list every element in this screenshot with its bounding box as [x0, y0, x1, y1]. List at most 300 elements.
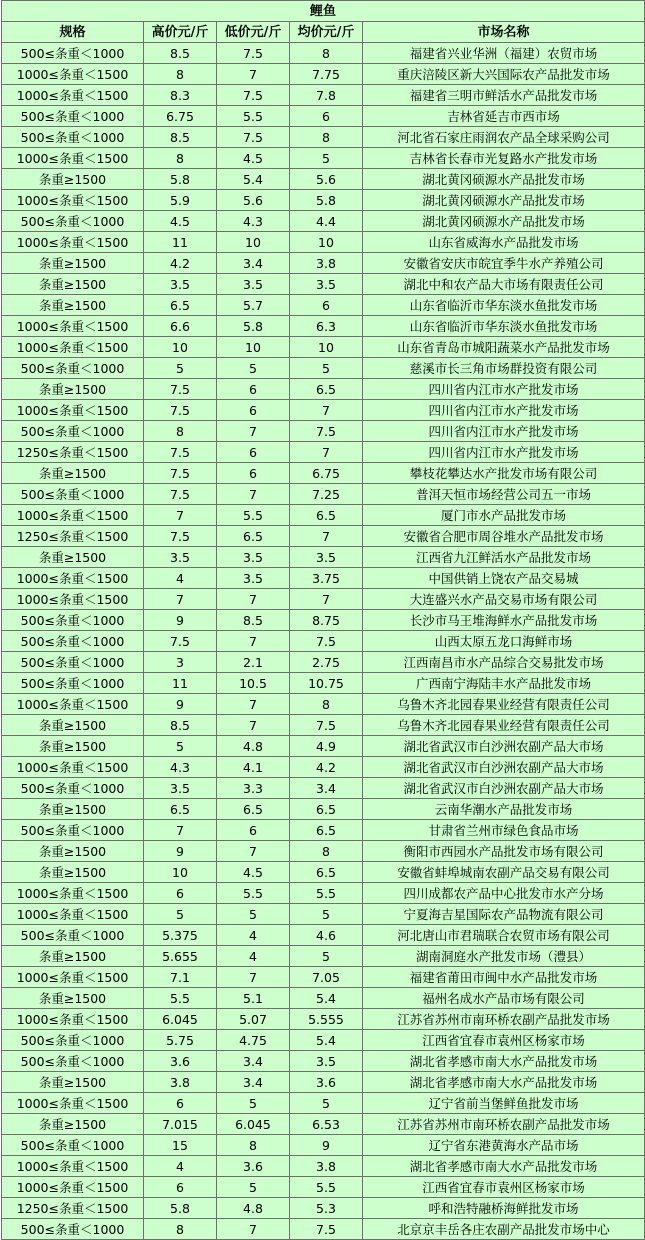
cell-high-price[interactable]: 5 [144, 736, 217, 757]
cell-low-price[interactable]: 7.5 [217, 127, 290, 148]
cell-market-name[interactable]: 四川省内江市水产批发市场 [363, 379, 645, 400]
cell-low-price[interactable]: 4 [217, 925, 290, 946]
cell-low-price[interactable]: 4.5 [217, 148, 290, 169]
cell-spec[interactable]: 500≤条重＜1000 [2, 925, 144, 946]
cell-low-price[interactable]: 3.5 [217, 547, 290, 568]
cell-high-price[interactable]: 8 [144, 421, 217, 442]
cell-low-price[interactable]: 6.5 [217, 526, 290, 547]
table-row [2, 526, 645, 547]
cell-market-name[interactable]: 中国供销上饶农产品交易城 [363, 568, 645, 589]
cell-avg-price[interactable]: 5 [290, 946, 363, 967]
cell-high-price[interactable]: 9 [144, 694, 217, 715]
cell-low-price[interactable]: 6 [217, 379, 290, 400]
cell-market-name[interactable]: 呼和浩特融桥海鲜批发市场 [363, 1198, 645, 1219]
cell-spec[interactable]: 500≤条重＜1000 [2, 610, 144, 631]
cell-high-price[interactable]: 7.1 [144, 967, 217, 988]
cell-high-price[interactable]: 4.5 [144, 211, 217, 232]
cell-high-price[interactable]: 8 [144, 64, 217, 85]
cell-spec[interactable]: 500≤条重＜1000 [2, 652, 144, 673]
cell-low-price[interactable]: 4.75 [217, 1030, 290, 1051]
cell-low-price[interactable]: 5.5 [217, 883, 290, 904]
cell-market-name[interactable]: 厦门市水产品批发市场 [363, 505, 645, 526]
cell-avg-price[interactable]: 9 [290, 1135, 363, 1156]
table-row [2, 883, 645, 904]
cell-market-name[interactable]: 江苏省苏州市南环桥农副产品批发市场 [363, 1114, 645, 1135]
cell-high-price[interactable]: 7.5 [144, 442, 217, 463]
cell-spec[interactable]: 500≤条重＜1000 [2, 1051, 144, 1072]
cell-high-price[interactable]: 7 [144, 505, 217, 526]
cell-low-price[interactable]: 5.5 [217, 106, 290, 127]
cell-avg-price[interactable]: 10 [290, 337, 363, 358]
cell-avg-price[interactable]: 6.5 [290, 820, 363, 841]
cell-high-price[interactable]: 6.045 [144, 1009, 217, 1030]
cell-avg-price[interactable]: 8 [290, 127, 363, 148]
cell-market-name[interactable]: 湖北黄冈硕源水产品批发市场 [363, 211, 645, 232]
cell-market-name[interactable]: 河北省石家庄雨润农产品全球采购公司 [363, 127, 645, 148]
cell-avg-price[interactable]: 5.3 [290, 1198, 363, 1219]
cell-market-name[interactable]: 湖北中和农产品大市场有限责任公司 [363, 274, 645, 295]
cell-low-price[interactable]: 4.5 [217, 862, 290, 883]
cell-spec[interactable]: 1000≤条重＜1500 [2, 967, 144, 988]
cell-spec[interactable]: 500≤条重＜1000 [2, 127, 144, 148]
cell-avg-price[interactable]: 7.5 [290, 421, 363, 442]
cell-low-price[interactable]: 6.5 [217, 799, 290, 820]
cell-avg-price[interactable]: 5 [290, 904, 363, 925]
cell-high-price[interactable]: 7.5 [144, 379, 217, 400]
cell-low-price[interactable]: 3.5 [217, 274, 290, 295]
cell-high-price[interactable]: 6.5 [144, 799, 217, 820]
cell-spec[interactable]: 500≤条重＜1000 [2, 358, 144, 379]
cell-high-price[interactable]: 7 [144, 589, 217, 610]
cell-spec[interactable]: 1000≤条重＜1500 [2, 148, 144, 169]
cell-avg-price[interactable]: 3.5 [290, 547, 363, 568]
table-row [2, 925, 645, 946]
cell-market-name[interactable]: 福州名成水产品市场有限公司 [363, 988, 645, 1009]
cell-market-name[interactable]: 湖北省武汉市白沙洲农副产品大市场 [363, 736, 645, 757]
cell-low-price[interactable]: 5 [217, 1093, 290, 1114]
cell-market-name[interactable]: 长沙市马王堆海鲜水产品批发市场 [363, 610, 645, 631]
cell-market-name[interactable]: 四川省内江市水产批发市场 [363, 421, 645, 442]
cell-spec[interactable]: 1000≤条重＜1500 [2, 232, 144, 253]
cell-market-name[interactable]: 江西省宜春市袁州区杨家市场 [363, 1177, 645, 1198]
cell-avg-price[interactable]: 6.5 [290, 505, 363, 526]
cell-avg-price[interactable]: 2.75 [290, 652, 363, 673]
cell-spec[interactable]: 500≤条重＜1000 [2, 43, 144, 64]
cell-high-price[interactable]: 3.8 [144, 1072, 217, 1093]
cell-market-name[interactable]: 山东省临沂市华东淡水鱼批发市场 [363, 295, 645, 316]
cell-high-price[interactable]: 7 [144, 820, 217, 841]
cell-low-price[interactable]: 7 [217, 421, 290, 442]
cell-avg-price[interactable]: 6.5 [290, 799, 363, 820]
cell-low-price[interactable]: 5 [217, 358, 290, 379]
cell-avg-price[interactable]: 5.8 [290, 190, 363, 211]
cell-low-price[interactable]: 8.5 [217, 610, 290, 631]
cell-high-price[interactable]: 3.5 [144, 547, 217, 568]
cell-spec[interactable]: 1000≤条重＜1500 [2, 85, 144, 106]
cell-low-price[interactable]: 5.07 [217, 1009, 290, 1030]
cell-low-price[interactable]: 5 [217, 904, 290, 925]
cell-avg-price[interactable]: 5.6 [290, 169, 363, 190]
cell-high-price[interactable]: 7.5 [144, 463, 217, 484]
cell-spec[interactable]: 500≤条重＜1000 [2, 778, 144, 799]
cell-spec[interactable]: 1250≤条重＜1500 [2, 442, 144, 463]
cell-spec[interactable]: 1000≤条重＜1500 [2, 883, 144, 904]
header-market-name[interactable]: 市场名称 [363, 22, 645, 43]
cell-market-name[interactable]: 湖北省孝感市南大水产品批发市场 [363, 1072, 645, 1093]
cell-spec[interactable]: 500≤条重＜1000 [2, 484, 144, 505]
cell-high-price[interactable]: 6 [144, 1177, 217, 1198]
cell-low-price[interactable]: 6.045 [217, 1114, 290, 1135]
table-row [2, 274, 645, 295]
cell-low-price[interactable]: 10.5 [217, 673, 290, 694]
cell-low-price[interactable]: 7 [217, 967, 290, 988]
cell-avg-price[interactable]: 5.5 [290, 883, 363, 904]
cell-high-price[interactable]: 4.3 [144, 757, 217, 778]
cell-spec[interactable]: 条重≥1500 [2, 841, 144, 862]
cell-spec[interactable]: 条重≥1500 [2, 946, 144, 967]
cell-high-price[interactable]: 7.015 [144, 1114, 217, 1135]
cell-high-price[interactable]: 3.5 [144, 274, 217, 295]
cell-avg-price[interactable]: 8 [290, 43, 363, 64]
cell-avg-price[interactable]: 6.75 [290, 463, 363, 484]
cell-avg-price[interactable]: 3.8 [290, 253, 363, 274]
cell-high-price[interactable]: 5.5 [144, 988, 217, 1009]
cell-avg-price[interactable]: 4.6 [290, 925, 363, 946]
cell-avg-price[interactable]: 7.8 [290, 85, 363, 106]
cell-spec[interactable]: 500≤条重＜1000 [2, 1030, 144, 1051]
cell-high-price[interactable]: 15 [144, 1135, 217, 1156]
cell-avg-price[interactable]: 6.53 [290, 1114, 363, 1135]
cell-spec[interactable]: 500≤条重＜1000 [2, 1219, 144, 1240]
cell-high-price[interactable]: 5.655 [144, 946, 217, 967]
cell-low-price[interactable]: 6 [217, 463, 290, 484]
cell-high-price[interactable]: 8 [144, 1219, 217, 1240]
cell-market-name[interactable]: 慈溪市长三角市场群投资有限公司 [363, 358, 645, 379]
cell-high-price[interactable]: 8.5 [144, 715, 217, 736]
cell-high-price[interactable]: 8.5 [144, 127, 217, 148]
cell-spec[interactable]: 条重≥1500 [2, 799, 144, 820]
cell-spec[interactable]: 1000≤条重＜1500 [2, 400, 144, 421]
cell-market-name[interactable]: 山西太原五龙口海鲜市场 [363, 631, 645, 652]
cell-market-name[interactable]: 江苏省苏州市南环桥农副产品批发市场 [363, 1009, 645, 1030]
cell-avg-price[interactable]: 3.5 [290, 1051, 363, 1072]
cell-spec[interactable]: 1250≤条重＜1500 [2, 1198, 144, 1219]
cell-market-name[interactable]: 广西南宁海陆丰水产品批发市场 [363, 673, 645, 694]
cell-low-price[interactable]: 5.1 [217, 988, 290, 1009]
cell-low-price[interactable]: 5.8 [217, 316, 290, 337]
cell-high-price[interactable]: 7.5 [144, 526, 217, 547]
cell-market-name[interactable]: 湖北黄冈硕源水产品批发市场 [363, 169, 645, 190]
cell-high-price[interactable]: 3.6 [144, 1051, 217, 1072]
cell-avg-price[interactable]: 7 [290, 400, 363, 421]
cell-low-price[interactable]: 4.1 [217, 757, 290, 778]
cell-spec[interactable]: 条重≥1500 [2, 547, 144, 568]
cell-market-name[interactable]: 湖北省武汉市白沙洲农副产品大市场 [363, 778, 645, 799]
cell-avg-price[interactable]: 7.05 [290, 967, 363, 988]
cell-avg-price[interactable]: 3.6 [290, 1072, 363, 1093]
cell-spec[interactable]: 条重≥1500 [2, 715, 144, 736]
cell-low-price[interactable]: 5.5 [217, 505, 290, 526]
table-row [2, 463, 645, 484]
header-spec[interactable]: 规格 [2, 22, 144, 43]
cell-avg-price[interactable]: 3.5 [290, 274, 363, 295]
cell-low-price[interactable]: 3.4 [217, 253, 290, 274]
cell-spec[interactable]: 1000≤条重＜1500 [2, 904, 144, 925]
cell-high-price[interactable]: 4 [144, 1156, 217, 1177]
cell-high-price[interactable]: 3.5 [144, 778, 217, 799]
cell-avg-price[interactable]: 6.5 [290, 862, 363, 883]
cell-avg-price[interactable]: 6 [290, 295, 363, 316]
cell-market-name[interactable]: 福建省兴业华洲（福建）农贸市场 [363, 43, 645, 64]
cell-low-price[interactable]: 7 [217, 841, 290, 862]
cell-low-price[interactable]: 7 [217, 1219, 290, 1240]
cell-low-price[interactable]: 4.8 [217, 1198, 290, 1219]
cell-low-price[interactable]: 6 [217, 442, 290, 463]
cell-high-price[interactable]: 8.3 [144, 85, 217, 106]
cell-market-name[interactable]: 江西南昌市水产品综合交易批发市场 [363, 652, 645, 673]
cell-market-name[interactable]: 云南华潮水产品批发市场 [363, 799, 645, 820]
cell-high-price[interactable]: 4 [144, 568, 217, 589]
cell-low-price[interactable]: 3.3 [217, 778, 290, 799]
cell-low-price[interactable]: 7 [217, 715, 290, 736]
cell-market-name[interactable]: 安徽省安庆市皖宜季牛水产养殖公司 [363, 253, 645, 274]
cell-low-price[interactable]: 7 [217, 589, 290, 610]
cell-spec[interactable]: 条重≥1500 [2, 379, 144, 400]
cell-spec[interactable]: 1000≤条重＜1500 [2, 1009, 144, 1030]
header-high-price[interactable]: 高价元/斤 [144, 22, 217, 43]
cell-market-name[interactable]: 河北唐山市君瑞联合农贸市场有限公司 [363, 925, 645, 946]
cell-low-price[interactable]: 7 [217, 64, 290, 85]
cell-low-price[interactable]: 7 [217, 694, 290, 715]
cell-high-price[interactable]: 5.375 [144, 925, 217, 946]
cell-spec[interactable]: 500≤条重＜1000 [2, 106, 144, 127]
cell-low-price[interactable]: 3.4 [217, 1051, 290, 1072]
cell-spec[interactable]: 500≤条重＜1000 [2, 421, 144, 442]
cell-spec[interactable]: 1000≤条重＜1500 [2, 505, 144, 526]
cell-high-price[interactable]: 5.9 [144, 190, 217, 211]
cell-spec[interactable]: 500≤条重＜1000 [2, 211, 144, 232]
cell-market-name[interactable]: 山东省青岛市城阳蔬菜水产品批发市场 [363, 337, 645, 358]
cell-market-name[interactable]: 衡阳市西园水产品批发市场有限公司 [363, 841, 645, 862]
cell-avg-price[interactable]: 10 [290, 232, 363, 253]
cell-market-name[interactable]: 江西省宜春市袁州区杨家市场 [363, 1030, 645, 1051]
cell-avg-price[interactable]: 4.4 [290, 211, 363, 232]
cell-low-price[interactable]: 4.3 [217, 211, 290, 232]
cell-spec[interactable]: 条重≥1500 [2, 1072, 144, 1093]
table-title[interactable]: 鲤鱼 [2, 1, 645, 22]
cell-high-price[interactable]: 7.5 [144, 484, 217, 505]
cell-avg-price[interactable]: 4.2 [290, 757, 363, 778]
cell-high-price[interactable]: 11 [144, 673, 217, 694]
cell-spec[interactable]: 条重≥1500 [2, 862, 144, 883]
cell-low-price[interactable]: 10 [217, 232, 290, 253]
cell-low-price[interactable]: 7 [217, 631, 290, 652]
cell-high-price[interactable]: 10 [144, 337, 217, 358]
cell-avg-price[interactable]: 5.5 [290, 1177, 363, 1198]
cell-avg-price[interactable]: 5.4 [290, 988, 363, 1009]
cell-low-price[interactable]: 5.6 [217, 190, 290, 211]
cell-low-price[interactable]: 6 [217, 400, 290, 421]
cell-avg-price[interactable]: 7.25 [290, 484, 363, 505]
cell-high-price[interactable]: 7.5 [144, 400, 217, 421]
cell-spec[interactable]: 500≤条重＜1000 [2, 1135, 144, 1156]
cell-spec[interactable]: 1000≤条重＜1500 [2, 568, 144, 589]
cell-market-name[interactable]: 乌鲁木齐北园春果业经营有限责任公司 [363, 715, 645, 736]
cell-avg-price[interactable]: 3.8 [290, 1156, 363, 1177]
cell-low-price[interactable]: 2.1 [217, 652, 290, 673]
cell-low-price[interactable]: 3.5 [217, 568, 290, 589]
cell-spec[interactable]: 条重≥1500 [2, 1114, 144, 1135]
cell-spec[interactable]: 1250≤条重＜1500 [2, 526, 144, 547]
cell-high-price[interactable]: 10 [144, 862, 217, 883]
cell-spec[interactable]: 1000≤条重＜1500 [2, 1177, 144, 1198]
cell-spec[interactable]: 1000≤条重＜1500 [2, 694, 144, 715]
cell-market-name[interactable]: 四川省内江市水产批发市场 [363, 442, 645, 463]
cell-market-name[interactable]: 甘肃省兰州市绿色食品市场 [363, 820, 645, 841]
cell-avg-price[interactable]: 5 [290, 358, 363, 379]
cell-spec[interactable]: 条重≥1500 [2, 463, 144, 484]
cell-market-name[interactable]: 湖北省武汉市白沙洲农副产品大市场 [363, 757, 645, 778]
cell-low-price[interactable]: 3.6 [217, 1156, 290, 1177]
cell-market-name[interactable]: 吉林省延吉市西市场 [363, 106, 645, 127]
cell-avg-price[interactable]: 10.75 [290, 673, 363, 694]
cell-spec[interactable]: 1000≤条重＜1500 [2, 64, 144, 85]
cell-market-name[interactable]: 宁夏海吉星国际农产品物流有限公司 [363, 904, 645, 925]
cell-spec[interactable]: 1000≤条重＜1500 [2, 316, 144, 337]
table-row [2, 442, 645, 463]
cell-avg-price[interactable]: 8.75 [290, 610, 363, 631]
cell-high-price[interactable]: 9 [144, 610, 217, 631]
cell-market-name[interactable]: 安徽省合肥市周谷堆水产品批发市场 [363, 526, 645, 547]
cell-spec[interactable]: 条重≥1500 [2, 736, 144, 757]
cell-low-price[interactable]: 7.5 [217, 43, 290, 64]
cell-high-price[interactable]: 4.2 [144, 253, 217, 274]
cell-market-name[interactable]: 辽宁省东港黄海水产品市场 [363, 1135, 645, 1156]
cell-spec[interactable]: 1000≤条重＜1500 [2, 190, 144, 211]
cell-high-price[interactable]: 6 [144, 883, 217, 904]
cell-market-name[interactable]: 湖北省孝感市南大水产品批发市场 [363, 1156, 645, 1177]
cell-market-name[interactable]: 辽宁省前当堡鲜鱼批发市场 [363, 1093, 645, 1114]
cell-avg-price[interactable]: 7 [290, 589, 363, 610]
cell-avg-price[interactable]: 5.555 [290, 1009, 363, 1030]
cell-avg-price[interactable]: 6.5 [290, 379, 363, 400]
cell-market-name[interactable]: 福建省莆田市闽中水产品批发市场 [363, 967, 645, 988]
cell-market-name[interactable]: 乌鲁木齐北园春果业经营有限责任公司 [363, 694, 645, 715]
cell-avg-price[interactable]: 4.9 [290, 736, 363, 757]
cell-avg-price[interactable]: 5 [290, 148, 363, 169]
cell-high-price[interactable]: 6.5 [144, 295, 217, 316]
cell-avg-price[interactable]: 8 [290, 841, 363, 862]
header-low-price[interactable]: 低价元/斤 [217, 22, 290, 43]
cell-spec[interactable]: 500≤条重＜1000 [2, 820, 144, 841]
cell-high-price[interactable]: 5 [144, 358, 217, 379]
cell-spec[interactable]: 500≤条重＜1000 [2, 631, 144, 652]
cell-market-name[interactable]: 四川省内江市水产批发市场 [363, 400, 645, 421]
table-body [2, 43, 645, 1240]
cell-avg-price[interactable]: 3.4 [290, 778, 363, 799]
cell-spec[interactable]: 1000≤条重＜1500 [2, 757, 144, 778]
cell-low-price[interactable]: 8 [217, 1135, 290, 1156]
header-avg-price[interactable]: 均价元/斤 [290, 22, 363, 43]
cell-avg-price[interactable]: 6.3 [290, 316, 363, 337]
cell-high-price[interactable]: 6.75 [144, 106, 217, 127]
cell-spec[interactable]: 500≤条重＜1000 [2, 673, 144, 694]
cell-market-name[interactable]: 湖北黄冈硕源水产品批发市场 [363, 190, 645, 211]
cell-high-price[interactable]: 6 [144, 1093, 217, 1114]
cell-market-name[interactable]: 湖北省孝感市南大水产品批发市场 [363, 1051, 645, 1072]
cell-high-price[interactable]: 11 [144, 232, 217, 253]
cell-market-name[interactable]: 攀枝花攀达水产批发市场有限公司 [363, 463, 645, 484]
cell-high-price[interactable]: 5.75 [144, 1030, 217, 1051]
cell-spec[interactable]: 条重≥1500 [2, 253, 144, 274]
cell-market-name[interactable]: 江西省九江鲜活水产品批发市场 [363, 547, 645, 568]
cell-low-price[interactable]: 4 [217, 946, 290, 967]
cell-market-name[interactable]: 重庆涪陵区新大兴国际农产品批发市场 [363, 64, 645, 85]
cell-avg-price[interactable]: 8 [290, 694, 363, 715]
cell-spec[interactable]: 条重≥1500 [2, 295, 144, 316]
table-row [2, 316, 645, 337]
cell-market-name[interactable]: 四川成都农产品中心批发市水产分场 [363, 883, 645, 904]
cell-spec[interactable]: 条重≥1500 [2, 274, 144, 295]
table-row [2, 421, 645, 442]
cell-high-price[interactable]: 8 [144, 148, 217, 169]
cell-low-price[interactable]: 5.4 [217, 169, 290, 190]
cell-high-price[interactable]: 6.6 [144, 316, 217, 337]
cell-spec[interactable]: 条重≥1500 [2, 988, 144, 1009]
cell-market-name[interactable]: 安徽省蚌埠城南农副产品交易有限公司 [363, 862, 645, 883]
cell-spec[interactable]: 条重≥1500 [2, 169, 144, 190]
cell-market-name[interactable]: 福建省三明市鲜活水产品批发市场 [363, 85, 645, 106]
cell-low-price[interactable]: 5 [217, 1177, 290, 1198]
cell-avg-price[interactable]: 7 [290, 526, 363, 547]
cell-avg-price[interactable]: 7.75 [290, 64, 363, 85]
cell-low-price[interactable]: 10 [217, 337, 290, 358]
cell-high-price[interactable]: 5.8 [144, 1198, 217, 1219]
cell-low-price[interactable]: 7.5 [217, 85, 290, 106]
cell-avg-price[interactable]: 7 [290, 442, 363, 463]
cell-market-name[interactable]: 大连盛兴水产品交易市场有限公司 [363, 589, 645, 610]
cell-low-price[interactable]: 4.8 [217, 736, 290, 757]
cell-avg-price[interactable]: 5.4 [290, 1030, 363, 1051]
cell-spec[interactable]: 1000≤条重＜1500 [2, 337, 144, 358]
cell-market-name[interactable]: 北京京丰岳各庄农副产品批发市场中心 [363, 1219, 645, 1240]
cell-avg-price[interactable]: 5 [290, 1093, 363, 1114]
cell-spec[interactable]: 1000≤条重＜1500 [2, 589, 144, 610]
cell-avg-price[interactable]: 7.5 [290, 631, 363, 652]
cell-high-price[interactable]: 7.5 [144, 631, 217, 652]
cell-high-price[interactable]: 8.5 [144, 43, 217, 64]
cell-market-name[interactable]: 湖南洞庭水产批发市场（澧县） [363, 946, 645, 967]
cell-high-price[interactable]: 5.8 [144, 169, 217, 190]
cell-market-name[interactable]: 吉林省长春市光复路水产批发市场 [363, 148, 645, 169]
cell-market-name[interactable]: 普洱天恒市场经营公司五一市场 [363, 484, 645, 505]
cell-spec[interactable]: 1000≤条重＜1500 [2, 1093, 144, 1114]
cell-avg-price[interactable]: 7.5 [290, 715, 363, 736]
cell-avg-price[interactable]: 3.75 [290, 568, 363, 589]
cell-low-price[interactable]: 3.4 [217, 1072, 290, 1093]
cell-low-price[interactable]: 7 [217, 484, 290, 505]
cell-high-price[interactable]: 9 [144, 841, 217, 862]
cell-high-price[interactable]: 5 [144, 904, 217, 925]
cell-high-price[interactable]: 3 [144, 652, 217, 673]
cell-avg-price[interactable]: 7.5 [290, 1219, 363, 1240]
cell-low-price[interactable]: 5.7 [217, 295, 290, 316]
cell-spec[interactable]: 1000≤条重＜1500 [2, 1156, 144, 1177]
cell-market-name[interactable]: 山东省威海水产品批发市场 [363, 232, 645, 253]
cell-low-price[interactable]: 6 [217, 820, 290, 841]
cell-market-name[interactable]: 山东省临沂市华东淡水鱼批发市场 [363, 316, 645, 337]
cell-avg-price[interactable]: 6 [290, 106, 363, 127]
